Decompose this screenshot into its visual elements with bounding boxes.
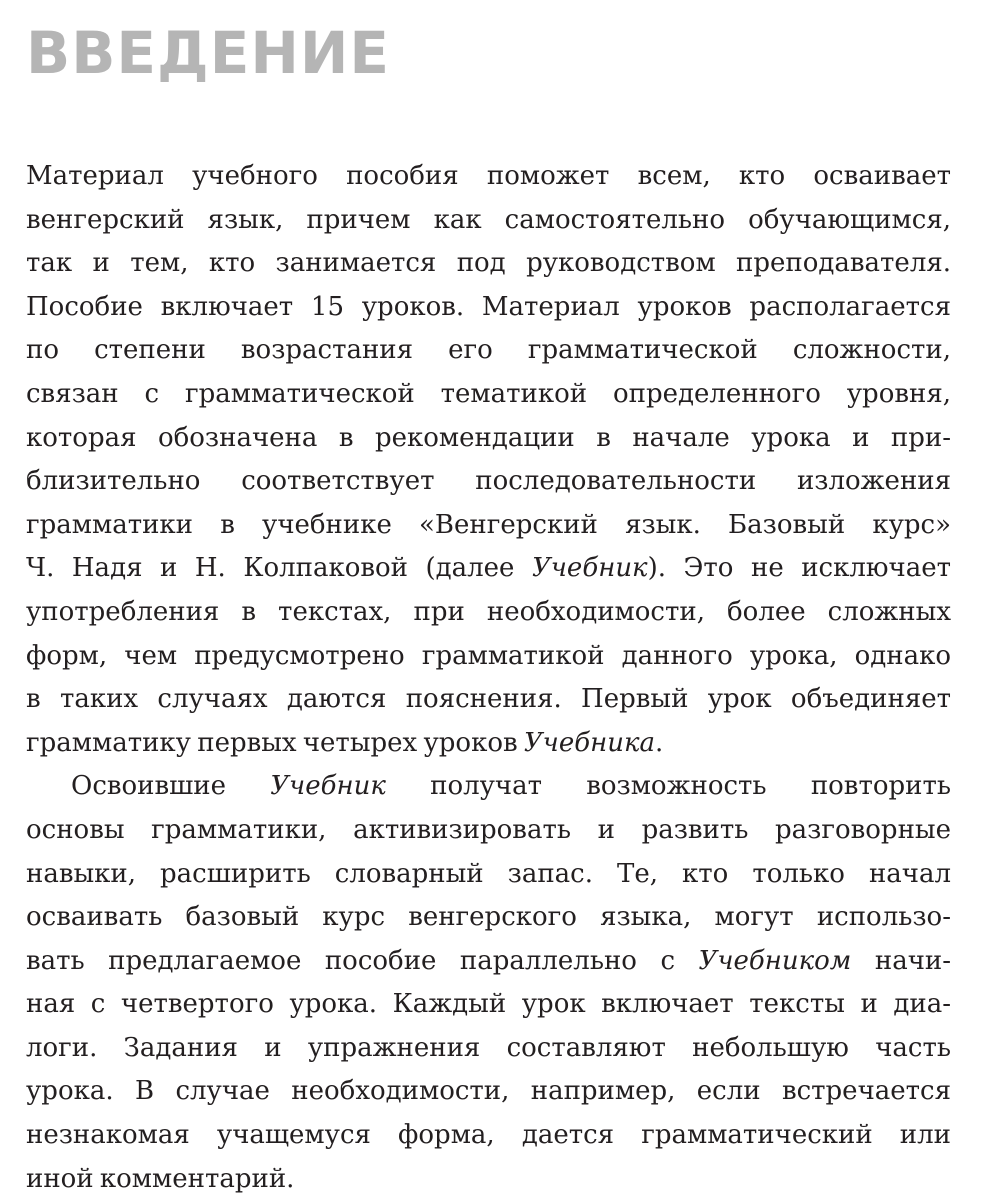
body-text bbox=[26, 155, 951, 1201]
text-segment: навыки, расширить словарный запас. Те, кто только начал bbox=[26, 858, 951, 889]
text-segment: грамматики в учебнике «Венгерский язык. Базовый курс» bbox=[26, 509, 951, 540]
text-line bbox=[26, 460, 951, 504]
text-line bbox=[26, 504, 951, 548]
text-segment: Освоившие bbox=[71, 771, 271, 802]
text-line bbox=[26, 853, 951, 897]
text-segment: в таких случаях даются пояснения. Первый урок объединяет bbox=[26, 684, 951, 715]
text-line bbox=[26, 896, 951, 940]
text-segment: которая обозначена в рекомендации в начале урока и при- bbox=[26, 422, 951, 453]
text-line bbox=[26, 940, 951, 984]
text-line bbox=[26, 765, 951, 809]
text-line bbox=[26, 722, 951, 766]
text-segment: форм, чем предусмотрено грамматикой данного урока, однако bbox=[26, 640, 951, 671]
text-segment: ная с четвертого урока. Каждый урок включает тексты и диа- bbox=[26, 989, 951, 1020]
text-segment: грамматику первых четырех уроков bbox=[26, 727, 524, 758]
text-line bbox=[26, 155, 951, 199]
text-line bbox=[26, 983, 951, 1027]
text-line bbox=[26, 1114, 951, 1158]
text-segment: близительно соответствует последовательности изложения bbox=[26, 466, 951, 497]
text-line bbox=[26, 1070, 951, 1114]
text-segment: Ч. Надя и Н. Колпаковой (далее bbox=[26, 553, 532, 584]
text-line bbox=[26, 1027, 951, 1071]
text-line bbox=[26, 199, 951, 243]
text-segment: урока. В случае необходимости, например, если встречается bbox=[26, 1076, 951, 1107]
text-segment: незнакомая учащемуся форма, дается грамматический или bbox=[26, 1120, 951, 1151]
text-line bbox=[26, 547, 951, 591]
text-segment: логи. Задания и упражнения составляют небольшую часть bbox=[26, 1032, 951, 1063]
section-heading: ВВЕДЕНИЕ bbox=[26, 19, 391, 87]
text-line bbox=[26, 591, 951, 635]
text-line bbox=[26, 678, 951, 722]
text-segment: связан с грамматической тематикой определенного уровня, bbox=[26, 378, 951, 409]
text-segment: осваивать базовый курс венгерского языка, могут использо- bbox=[26, 902, 951, 933]
paragraph-1 bbox=[26, 155, 951, 765]
text-segment: иной комментарий. bbox=[26, 1163, 295, 1194]
text-line bbox=[26, 329, 951, 373]
text-segment: употребления в текстах, при необходимости, более сложных bbox=[26, 596, 951, 627]
text-segment: ). Это не исключает bbox=[647, 553, 951, 584]
text-segment: вать предлагаемое пособие параллельно с bbox=[26, 945, 699, 976]
text-line bbox=[26, 635, 951, 679]
text-segment: Материал учебного пособия поможет всем, кто осваивает bbox=[26, 161, 951, 191]
document-page bbox=[26, 0, 951, 1200]
italic-term: Учебником bbox=[698, 945, 852, 976]
text-segment: . bbox=[655, 727, 664, 758]
italic-term: Учебник bbox=[531, 553, 648, 584]
text-line bbox=[26, 417, 951, 461]
text-segment: венгерский язык, причем как самостоятельно обучающимся, bbox=[26, 204, 951, 235]
paragraph-2 bbox=[26, 765, 951, 1201]
text-line bbox=[26, 242, 951, 286]
text-segment: получат возможность повторить bbox=[385, 771, 951, 802]
text-segment: начи- bbox=[851, 945, 951, 976]
text-line bbox=[26, 373, 951, 417]
italic-term: Учебника bbox=[523, 727, 655, 758]
text-segment: по степени возрастания его грамматической сложности, bbox=[26, 335, 951, 366]
text-segment: Пособие включает 15 уроков. Материал уроков располагается bbox=[26, 291, 951, 322]
text-line bbox=[26, 286, 951, 330]
italic-term: Учебник bbox=[270, 771, 386, 802]
text-segment: основы грамматики, активизировать и развить разговорные bbox=[26, 814, 951, 845]
text-segment: так и тем, кто занимается под руководством преподавателя. bbox=[26, 248, 951, 279]
text-line bbox=[26, 809, 951, 853]
text-line bbox=[26, 1158, 951, 1201]
